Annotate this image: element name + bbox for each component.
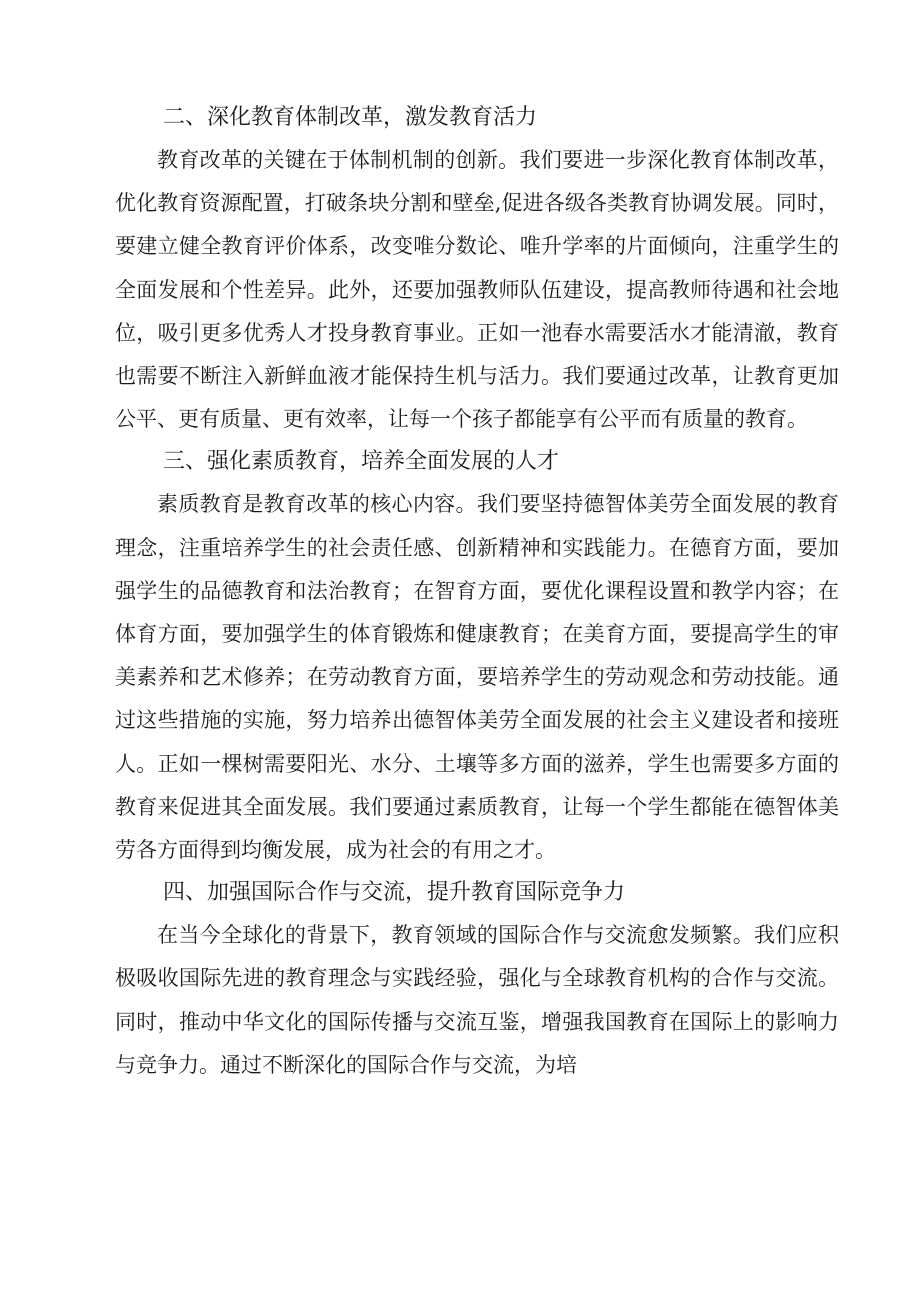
section-paragraph: 教育改革的关键在于体制机制的创新。我们要进一步深化教育体制改革，优化教育资源配置，打破条块分割和壁垒,促进各级各类教育协调发展。同时，要建立健全教育评价体系，改变唯分数论、唯升学率的片面倾向，注重学生的全面发展和个性差异。此外，还要加强教师队伍建设，提高教师待遇和社会地位，吸引更多优秀人才投身教育事业。正如一池春水需要活水才能清澈，教育也需要不断注入新鲜血液才能保持生机与活力。我们要通过改革，让教育更加公平、更有质量、更有效率，让每一个孩子都能享有公平而有质量的教育。 — [115, 148, 839, 432]
section-4 — [115, 872, 839, 1087]
section-heading: 二、深化教育体制改革，激发教育活力 — [163, 105, 538, 130]
section-heading: 三、强化素质教育，培养全面发展的人才 — [163, 449, 560, 475]
section-2 — [115, 97, 839, 441]
document-body — [115, 97, 839, 1087]
section-paragraph: 素质教育是教育改革的核心内容。我们要坚持德智体美劳全面发展的教育理念，注重培养学生的社会责任感、创新精神和实践能力。在德育方面，要加强学生的品德教育和法治教育；在智育方面，要优化课程设置和教学内容；在体育方面，要加强学生的体育锻炼和健康教育；在美育方面，要提高学生的审美素养和艺术修养；在劳动教育方面，要培养学生的劳动观念和劳动技能。通过这些措施的实施，努力培养出德智体美劳全面发展的社会主义建设者和接班人。正如一棵树需要阳光、水分、土壤等多方面的滋养，学生也需要多方面的教育来促进其全面发展。我们要通过素质教育，让每一个学生都能在德智体美劳各方面得到均衡发展，成为社会的有用之才。 — [115, 492, 839, 863]
section-heading: 四、加强国际合作与交流，提升教育国际竞争力 — [163, 880, 626, 906]
section-3 — [115, 441, 839, 872]
section-paragraph: 在当今全球化的背景下，教育领域的国际合作与交流愈发频繁。我们应积极吸收国际先进的教育理念与实践经验，强化与全球教育机构的合作与交流。同时，推动中华文化的国际传播与交流互鉴，增强我国教育在国际上的影响力与竞争力。通过不断深化的国际合作与交流，为培 — [115, 923, 839, 1077]
